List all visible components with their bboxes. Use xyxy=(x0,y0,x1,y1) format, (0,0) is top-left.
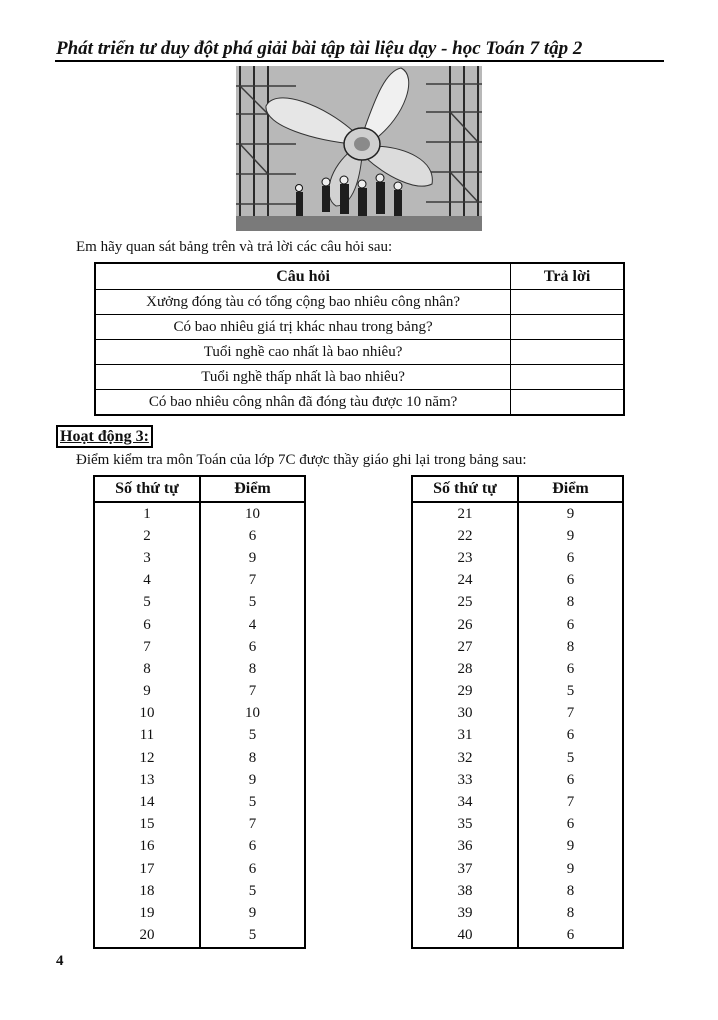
table-row xyxy=(412,836,623,858)
table-row xyxy=(94,636,305,658)
score-cell: 10 xyxy=(244,505,260,522)
table-row xyxy=(94,525,305,547)
order-cell: 28 xyxy=(412,658,518,680)
question-cell: Xưởng đóng tàu có tổng cộng bao nhiêu công nhân? xyxy=(95,290,511,315)
table-row xyxy=(412,592,623,614)
score-cell: 9 xyxy=(566,527,575,544)
table-row xyxy=(94,769,305,791)
score-table-left xyxy=(93,475,306,949)
score-cell: 5 xyxy=(566,683,575,700)
score-table-header xyxy=(94,476,305,502)
table-row xyxy=(412,725,623,747)
score-table-left-body xyxy=(94,502,305,948)
order-cell: 30 xyxy=(412,703,518,725)
answer-column-header: Trả lời xyxy=(511,263,624,290)
question-cell: Có bao nhiêu công nhân đã đóng tàu được 10 năm? xyxy=(95,390,511,416)
order-cell: 5 xyxy=(94,592,200,614)
table-row xyxy=(412,902,623,924)
order-cell: 4 xyxy=(94,570,200,592)
score-column-header: Điểm xyxy=(518,476,623,502)
propeller-illustration xyxy=(236,66,482,231)
order-cell: 20 xyxy=(94,925,200,948)
order-cell: 38 xyxy=(412,880,518,902)
score-cell: 7 xyxy=(566,705,575,722)
table-row xyxy=(94,836,305,858)
table-row xyxy=(412,525,623,547)
order-cell: 10 xyxy=(94,703,200,725)
table-row xyxy=(94,791,305,813)
score-table-header xyxy=(412,476,623,502)
table-row xyxy=(94,814,305,836)
ship-propeller-photo xyxy=(236,66,482,231)
order-cell: 37 xyxy=(412,858,518,880)
order-cell: 36 xyxy=(412,836,518,858)
order-cell: 15 xyxy=(94,814,200,836)
score-cell: 5 xyxy=(248,882,257,899)
order-cell: 19 xyxy=(94,902,200,924)
order-cell: 33 xyxy=(412,769,518,791)
score-cell: 9 xyxy=(566,505,575,522)
score-cell: 6 xyxy=(566,771,575,788)
score-cell: 7 xyxy=(248,572,257,589)
score-cell: 6 xyxy=(566,549,575,566)
question-table xyxy=(94,262,625,416)
table-row xyxy=(412,703,623,725)
table-row xyxy=(412,570,623,592)
score-cell: 8 xyxy=(566,594,575,611)
page-header-title: Phát triển tư duy đột phá giải bài tập tài liệu dạy - học Toán 7 tập 2 xyxy=(56,38,583,59)
score-cell: 5 xyxy=(248,727,257,744)
score-cell: 5 xyxy=(248,794,257,811)
table-row xyxy=(412,547,623,569)
answer-cell[interactable] xyxy=(511,340,624,365)
score-cell: 9 xyxy=(566,860,575,877)
table-row xyxy=(94,681,305,703)
order-cell: 8 xyxy=(94,658,200,680)
order-cell: 35 xyxy=(412,814,518,836)
order-cell: 18 xyxy=(94,880,200,902)
score-cell: 8 xyxy=(248,749,257,766)
answer-cell[interactable] xyxy=(511,390,624,416)
order-column-header: Số thứ tự xyxy=(94,476,200,502)
score-cell: 7 xyxy=(248,816,257,833)
page-number: 4 xyxy=(56,953,64,969)
table-row xyxy=(94,658,305,680)
score-cell: 6 xyxy=(248,527,257,544)
table-row xyxy=(94,858,305,880)
order-column-header: Số thứ tự xyxy=(412,476,518,502)
score-cell: 5 xyxy=(248,927,257,944)
score-table-right-body xyxy=(412,502,623,948)
order-cell: 25 xyxy=(412,592,518,614)
score-cell: 9 xyxy=(566,838,575,855)
score-cell: 6 xyxy=(566,727,575,744)
order-cell: 29 xyxy=(412,681,518,703)
table-row xyxy=(412,769,623,791)
answer-cell[interactable] xyxy=(511,365,624,390)
score-cell: 5 xyxy=(248,594,257,611)
table-row xyxy=(412,791,623,813)
order-cell: 17 xyxy=(94,858,200,880)
table-row xyxy=(412,880,623,902)
table-row xyxy=(94,502,305,525)
header-rule xyxy=(55,60,664,62)
table-row xyxy=(412,747,623,769)
order-cell: 16 xyxy=(94,836,200,858)
table-row xyxy=(95,290,624,315)
score-cell: 6 xyxy=(566,816,575,833)
score-cell: 7 xyxy=(248,683,257,700)
question-table-header xyxy=(95,263,624,290)
order-cell: 39 xyxy=(412,902,518,924)
score-cell: 8 xyxy=(248,660,257,677)
score-cell: 4 xyxy=(248,616,257,633)
table-row xyxy=(95,390,624,416)
order-cell: 34 xyxy=(412,791,518,813)
order-cell: 6 xyxy=(94,614,200,636)
order-cell: 32 xyxy=(412,747,518,769)
table-row xyxy=(94,614,305,636)
answer-cell[interactable] xyxy=(511,290,624,315)
table-row xyxy=(95,365,624,390)
table-row xyxy=(412,614,623,636)
table-row xyxy=(94,703,305,725)
order-cell: 14 xyxy=(94,791,200,813)
score-cell: 6 xyxy=(248,638,257,655)
order-cell: 24 xyxy=(412,570,518,592)
score-cell: 9 xyxy=(248,904,257,921)
table-row xyxy=(412,814,623,836)
table-row xyxy=(95,340,624,365)
order-cell: 31 xyxy=(412,725,518,747)
table-row xyxy=(94,880,305,902)
table-row xyxy=(94,747,305,769)
score-table-right xyxy=(411,475,624,949)
table-row xyxy=(412,681,623,703)
order-cell: 3 xyxy=(94,547,200,569)
order-cell: 13 xyxy=(94,769,200,791)
score-cell: 8 xyxy=(566,882,575,899)
question-cell: Tuổi nghề cao nhất là bao nhiêu? xyxy=(95,340,511,365)
score-cell: 7 xyxy=(566,794,575,811)
score-cell: 6 xyxy=(566,660,575,677)
question-column-header: Câu hỏi xyxy=(95,263,511,290)
activity-label: Hoạt động 3: xyxy=(56,425,153,448)
order-cell: 27 xyxy=(412,636,518,658)
score-cell: 6 xyxy=(566,927,575,944)
score-cell: 9 xyxy=(248,549,257,566)
score-column-header: Điểm xyxy=(200,476,305,502)
order-cell: 23 xyxy=(412,547,518,569)
score-cell: 8 xyxy=(566,904,575,921)
order-cell: 21 xyxy=(412,502,518,525)
table-row xyxy=(94,925,305,948)
table-row xyxy=(412,636,623,658)
table-row xyxy=(412,658,623,680)
order-cell: 11 xyxy=(94,725,200,747)
table-row xyxy=(95,315,624,340)
order-cell: 7 xyxy=(94,636,200,658)
question-cell: Có bao nhiêu giá trị khác nhau trong bảng? xyxy=(95,315,511,340)
table-row xyxy=(94,570,305,592)
table-row xyxy=(412,502,623,525)
score-cell: 6 xyxy=(248,860,257,877)
order-cell: 22 xyxy=(412,525,518,547)
order-cell: 12 xyxy=(94,747,200,769)
activity-description: Điểm kiểm tra môn Toán của lớp 7C được thầy giáo ghi lại trong bảng sau: xyxy=(76,452,527,468)
question-cell: Tuổi nghề thấp nhất là bao nhiêu? xyxy=(95,365,511,390)
table-row xyxy=(94,547,305,569)
score-cell: 10 xyxy=(244,705,260,722)
score-cell: 6 xyxy=(566,616,575,633)
answer-cell[interactable] xyxy=(511,315,624,340)
table-row xyxy=(94,725,305,747)
table-row xyxy=(94,592,305,614)
score-cell: 5 xyxy=(566,749,575,766)
order-cell: 2 xyxy=(94,525,200,547)
score-cell: 9 xyxy=(248,771,257,788)
score-cell: 6 xyxy=(248,838,257,855)
table-row xyxy=(94,902,305,924)
order-cell: 40 xyxy=(412,925,518,948)
order-cell: 9 xyxy=(94,681,200,703)
table-row xyxy=(412,858,623,880)
order-cell: 1 xyxy=(94,502,200,525)
score-cell: 6 xyxy=(566,572,575,589)
table-row xyxy=(412,925,623,948)
order-cell: 26 xyxy=(412,614,518,636)
score-cell: 8 xyxy=(566,638,575,655)
question-intro: Em hãy quan sát bảng trên và trả lời các câu hỏi sau: xyxy=(76,239,393,255)
